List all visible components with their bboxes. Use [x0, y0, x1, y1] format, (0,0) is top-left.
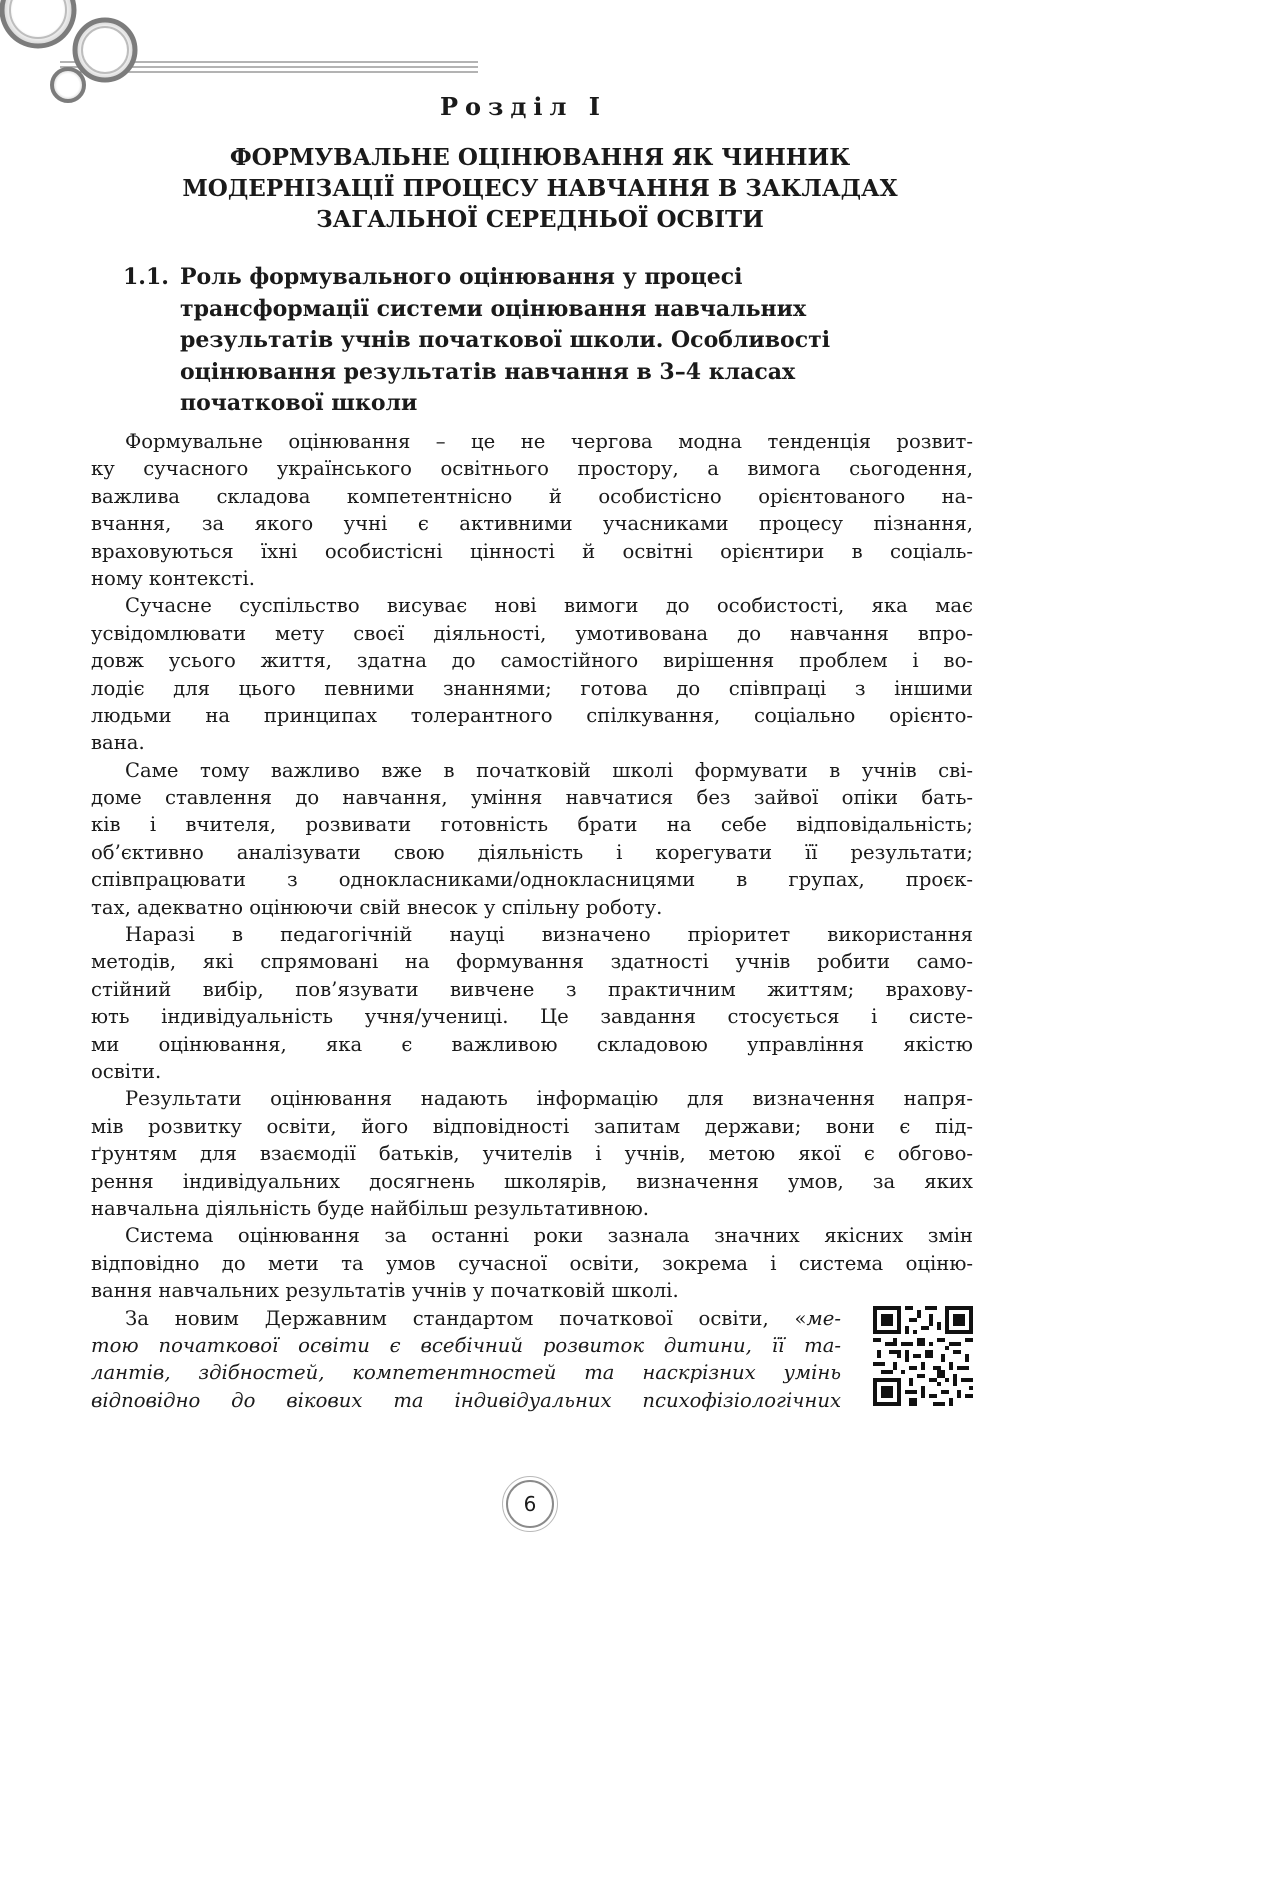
text-line: усвідомлювати мету своєї діяльності, умотивована до навчання впро-: [91, 621, 973, 645]
text-line: людьми на принципах толерантного спілкування, соціально орієнто-: [91, 703, 973, 727]
subsection-number: 1.1.: [123, 264, 169, 290]
subsection-line: оцінювання результатів навчання в 3–4 класах: [180, 358, 796, 385]
text-line: Результати оцінювання надають інформацію для визначення напря-: [125, 1087, 973, 1111]
text-line: ґрунтям для взаємодії батьків, учителів і учнів, метою якої є обгово-: [91, 1142, 973, 1166]
text-line: освіти.: [91, 1059, 162, 1083]
text-line: вана.: [91, 731, 145, 755]
text-line: лодіє для цього певними знаннями; готова до співпраці з іншими: [91, 676, 973, 700]
text-line: ному контексті.: [91, 566, 255, 590]
text-line: довж усього життя, здатна до самостійного вирішення проблем і во-: [91, 649, 973, 673]
text-line: Формувальне оцінювання – це не чергова модна тенденція розвит-: [125, 430, 973, 453]
text-line: вчання, за якого учні є активними учасниками процесу пізнання,: [91, 512, 973, 536]
page-number: 6: [506, 1480, 554, 1528]
subsection-line: трансформації системи оцінювання навчальних: [180, 295, 807, 322]
decor-circle: [75, 20, 135, 80]
text-line: методів, які спрямовані на формування здатності учнів робити само-: [91, 950, 973, 974]
text-line: ють індивідуальність учня/учениці. Це завдання стосується і систе-: [91, 1005, 973, 1029]
text-line: враховуються їхні особистісні цінності й освітні орієнтири в соціаль-: [91, 539, 973, 563]
text-line: мів розвитку освіти, його відповідності запитам держави; вони є під-: [91, 1114, 973, 1138]
body-text: [91, 428, 973, 1414]
text-line: ків і вчителя, розвивати готовність брати на себе відповідальність;: [91, 813, 973, 837]
subsection-line: результатів учнів початкової школи. Особливості: [180, 327, 831, 353]
text-regular: За новим Державним стандартом початкової освіти, «: [125, 1306, 807, 1330]
text-line: ми оцінювання, яка є важливою складовою управління якістю: [91, 1032, 973, 1056]
text-line: Сучасне суспільство висуває нові вимоги до особистості, яка має: [125, 594, 973, 618]
text-line: Наразі в педагогічній науці визначено пріоритет використання: [125, 923, 973, 947]
text-line: важлива складова компетентнісно й особистісно орієнтованого на-: [91, 484, 973, 508]
text-line: вання навчальних результатів учнів у початковій школі.: [91, 1279, 679, 1303]
text-italic: ме-: [806, 1306, 841, 1330]
text-line: відповідно до вікових та індивідуальних психофізіологічних: [91, 1388, 841, 1412]
text-line: лантів, здібностей, компетентностей та наскрізних умінь: [91, 1361, 841, 1385]
qr-code[interactable]: [873, 1306, 973, 1406]
title-line: ФОРМУВАЛЬНЕ ОЦІНЮВАННЯ ЯК ЧИННИК: [229, 144, 851, 171]
subsection-line: Роль формувального оцінювання у процесі: [180, 264, 743, 290]
text-line: об’єктивно аналізувати свою діяльність і корегувати її результати;: [91, 840, 973, 864]
text-line: відповідно до мети та умов сучасної освіти, зокрема і система оціню-: [91, 1251, 973, 1275]
text-line: тою початкової освіти є всебічний розвиток дитини, її та-: [91, 1333, 841, 1357]
text-line: стійний вибір, пов’язувати вивчене з практичним життям; врахову-: [91, 977, 973, 1001]
text-line: доме ставлення до навчання, уміння навчатися без зайвої опіки бать-: [91, 786, 973, 810]
title-line: МОДЕРНІЗАЦІЇ ПРОЦЕСУ НАВЧАННЯ В ЗАКЛАДАХ: [182, 175, 898, 202]
text-line: ку сучасного українського освітнього простору, а вимога сьогодення,: [91, 457, 973, 481]
text-line: навчальна діяльність буде найбільш результативною.: [91, 1196, 650, 1220]
subsection-line: початкової школи: [180, 390, 418, 416]
title-line: ЗАГАЛЬНОЇ СЕРЕДНЬОЇ ОСВІТИ: [316, 206, 764, 233]
text-line: співпрацювати з однокласниками/однокласницями в групах, проєк-: [91, 868, 973, 892]
text-line: тах, адекватно оцінюючи свій внесок у спільну роботу.: [91, 895, 663, 919]
section-label: Розділ І: [440, 92, 607, 121]
text-line: [91, 1305, 841, 1332]
text-line: Саме тому важливо вже в початковій школі формувати в учнів сві-: [125, 758, 973, 782]
text-line: Система оцінювання за останні роки зазнала значних якісних змін: [125, 1224, 973, 1248]
quote-paragraph: [91, 1305, 841, 1415]
subsection-heading: [123, 262, 830, 420]
chapter-title: [100, 142, 980, 235]
text-line: рення індивідуальних досягнень школярів, визначення умов, за яких: [91, 1169, 973, 1193]
